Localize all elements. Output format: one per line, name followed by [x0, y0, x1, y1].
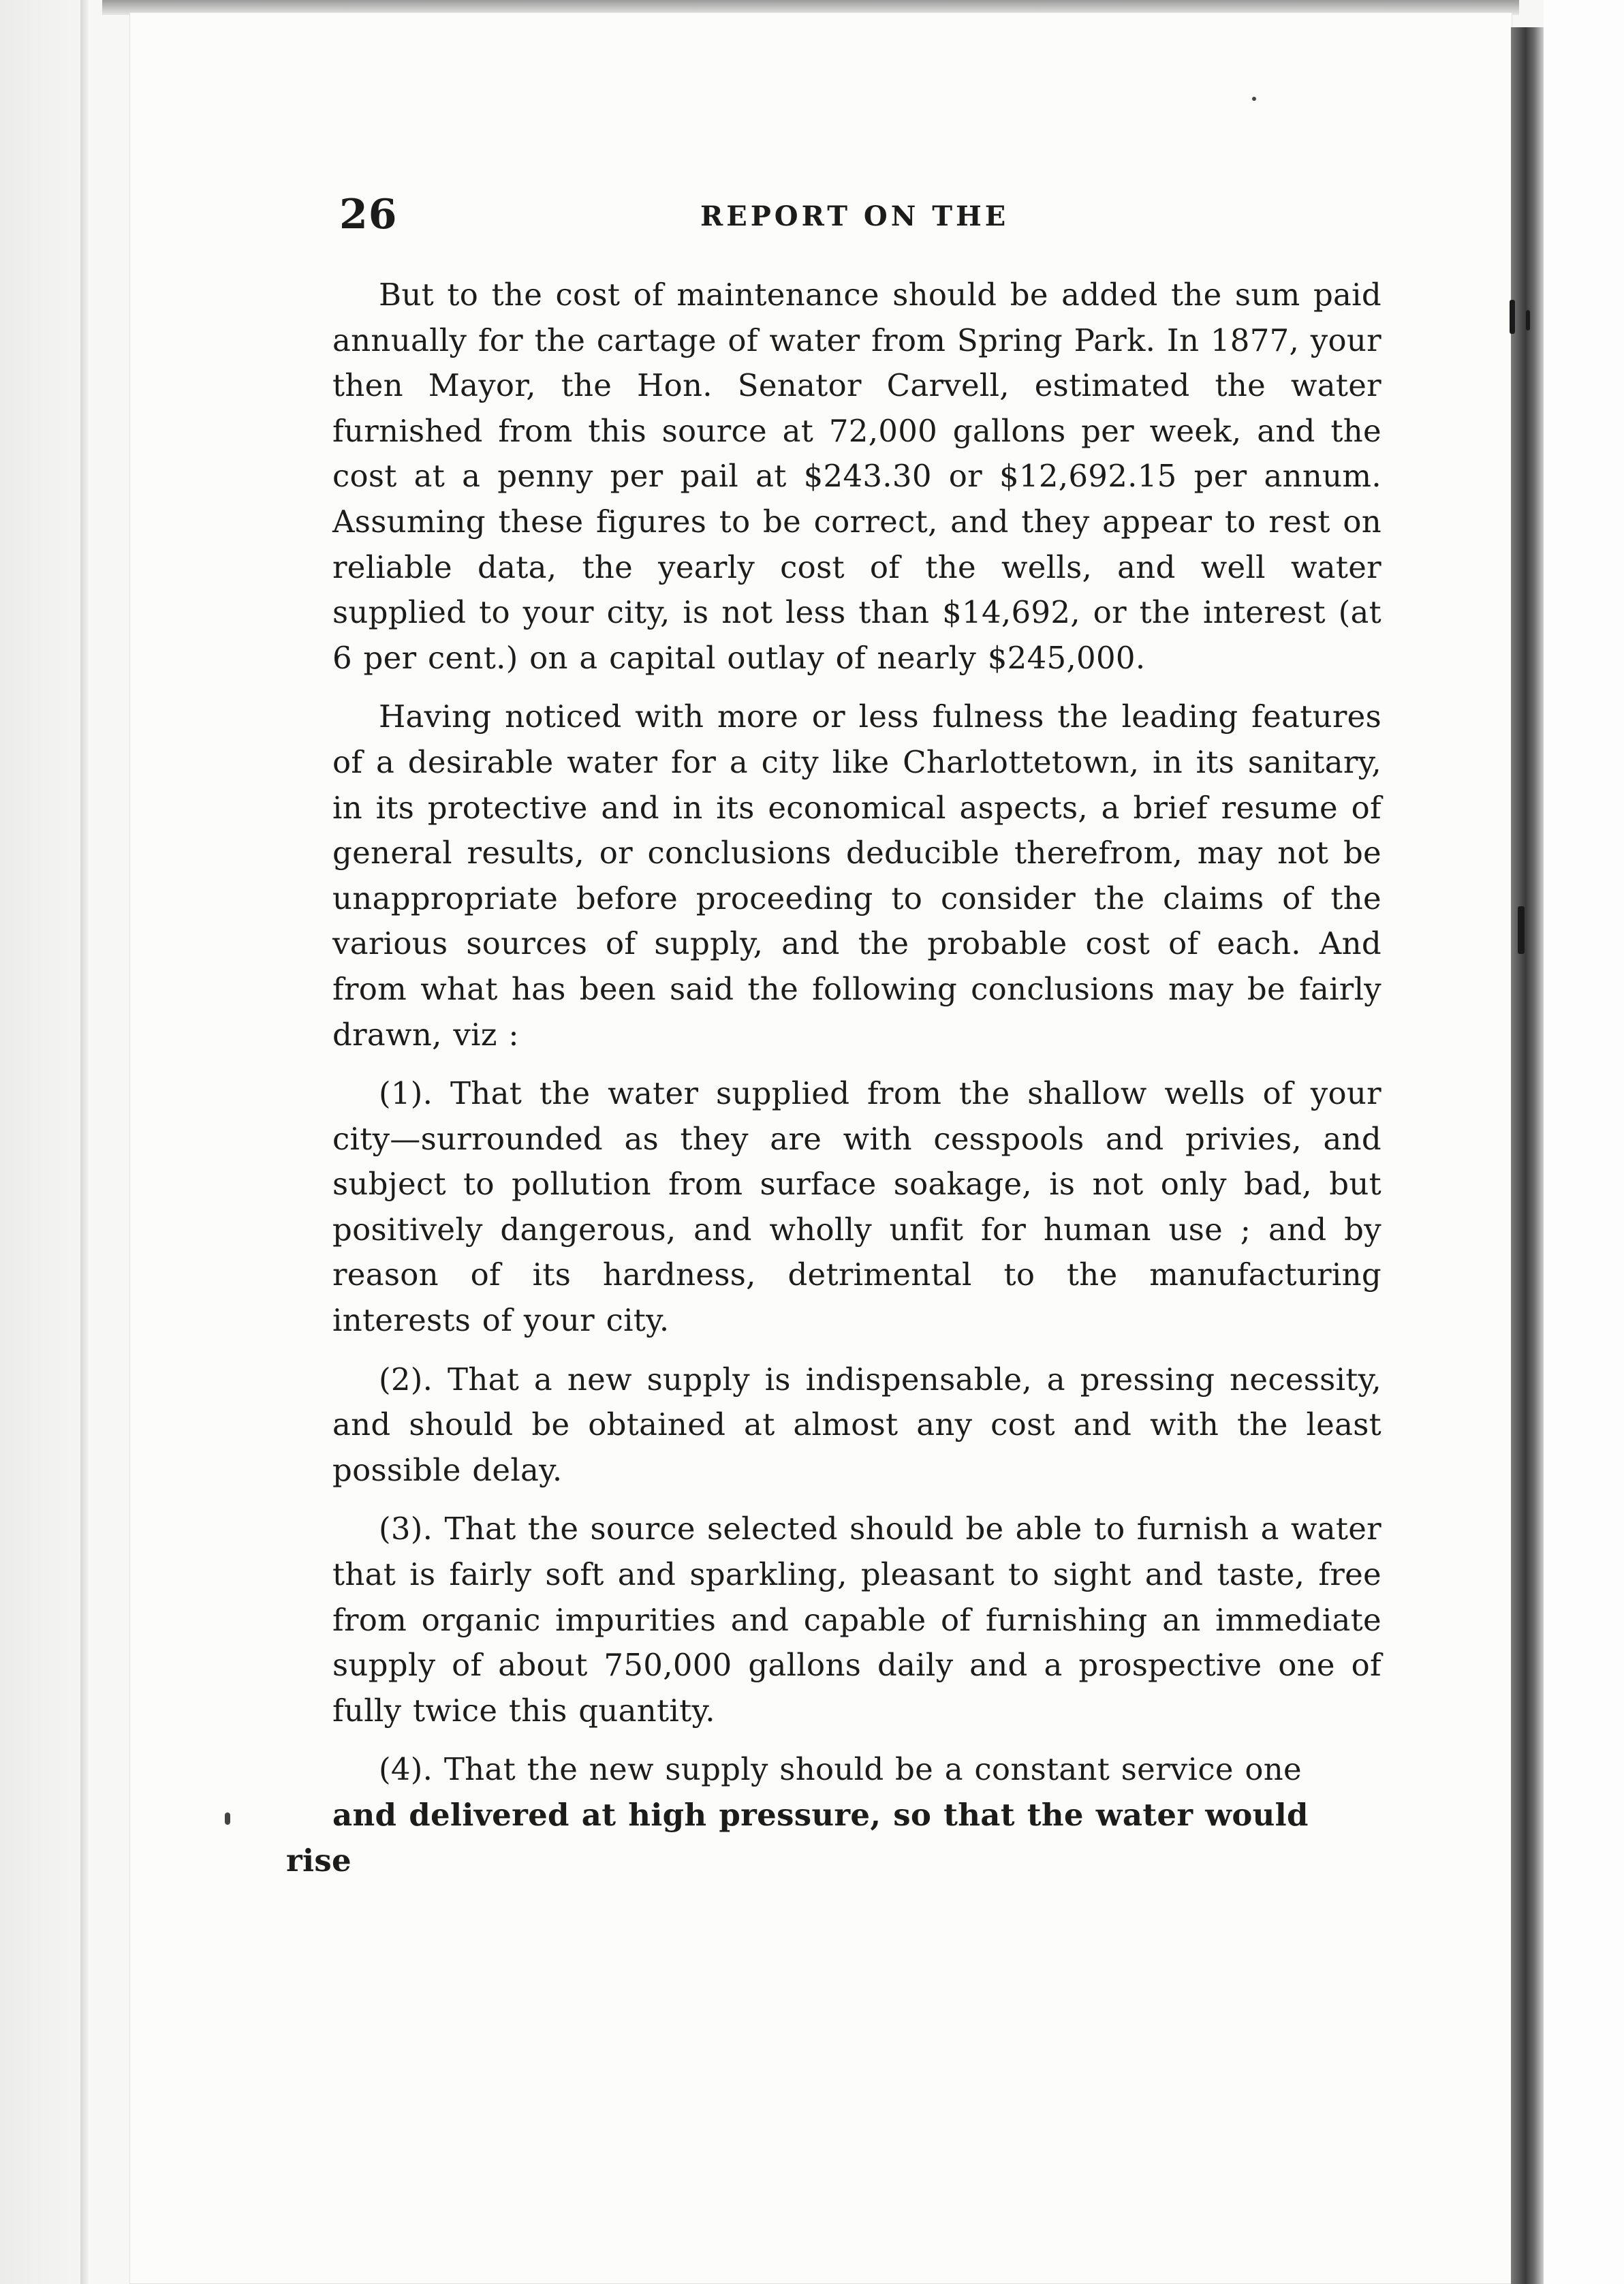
page-header [332, 191, 1381, 273]
paragraph-conclusions-intro: Having noticed with more or less fulness the leading features of a desirable water for a city like Charlottetown, in its sanitary, in its protective and in its economical aspects, a brief resume of general results, or conclusions deducible therefrom, may not be unappropriate before proceeding to consider the claims of the various sources of supply, and the probable cost of each. And from what has been said the following conclusions may be fairly drawn, viz : [332, 698, 1381, 1053]
paragraph-conclusion-4-line-1: (4). That the new supply should be a constant service one [379, 1751, 1302, 1788]
paragraph-conclusion-2: (2). That a new supply is indispensable, a pressing necessity, and should be obtained at almost any cost and with the least possible delay. [332, 1361, 1381, 1488]
page-number: 26 [339, 191, 398, 238]
scan-speck [1252, 97, 1256, 101]
paragraph-conclusion-4-line-2: and delivered at high pressure, so that the water would rise [286, 1797, 1309, 1879]
paragraph-conclusion-3: (3). That the source selected should be able to furnish a water that is fairly soft and sparkling, pleasant to sight and taste, free from organic impurities and capable of furnishing an immediate supply of about 750,000 gallons daily and a prospective one of fully twice this quantity. [332, 1511, 1381, 1729]
left-page-edge [80, 0, 89, 2284]
binding-edge [1511, 27, 1544, 2284]
paragraph-conclusion-4 [286, 1747, 1381, 1883]
binding-mark [1526, 310, 1530, 330]
left-margin [0, 0, 82, 2284]
right-blank-area [1544, 0, 1624, 2284]
page-content [286, 191, 1381, 1883]
binding-mark [1510, 300, 1515, 334]
running-head: REPORT ON THE [700, 200, 1010, 232]
binding-mark [1518, 906, 1525, 954]
paragraph-conclusion-1: (1). That the water supplied from the shallow wells of your city—surrounded as they are with cesspools and privies, and subject to pollution from surface soakage, is not only bad, but positively dangerous, and wholly unfit for human use ; and by reason of its hardness, detrimental to the manufacturing interests of your city. [332, 1075, 1381, 1339]
scan-speck [225, 1812, 230, 1825]
paragraph-cost-of-wells: But to the cost of maintenance should be added the sum paid annually for the cartage of water from Spring Park. In 1877, your then Mayor, the Hon. Senator Carvell, estimated the water furnished from this source at 72,000 gallons per week, and the cost at a penny per pail at $243.30 or $12,692.15 per annum. Assuming these figures to be correct, and they appear to rest on reliable data, the yearly cost of the wells, and well water supplied to your city, is not less than $14,692, or the interest (at 6 per cent.) on a capital outlay of nearly $245,000. [332, 277, 1381, 676]
